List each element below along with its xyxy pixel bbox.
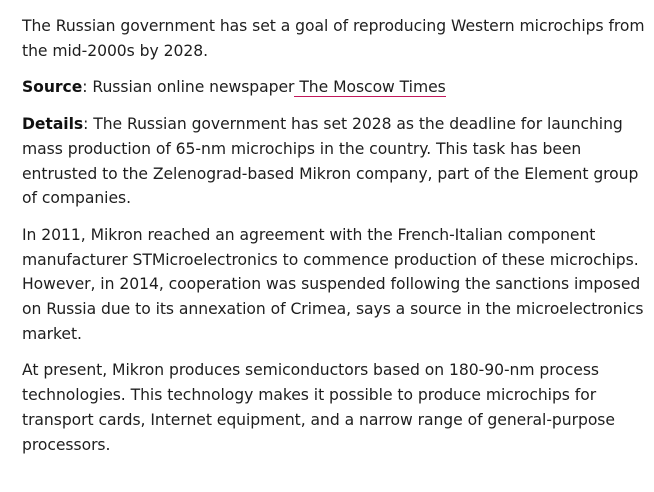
lead-paragraph: The Russian government has set a goal of reproducing Western microchips from the mid-2000s by 2028. — [22, 17, 645, 60]
details-text: : The Russian government has set 2028 as the deadline for launching mass production of 65-nm microchips in the country. This task has been entrusted to the Zelenograd-based Mikron company, part of the Element group of companies. — [22, 115, 639, 208]
body-paragraph: At present, Mikron produces semiconductors based on 180-90-nm process technologies. This technology makes it possible to produce microchips for transport cards, Internet equipment, and a narrow range of general-purpose processors. — [22, 361, 615, 454]
source-paragraph — [22, 75, 650, 100]
details-label: Details — [22, 115, 84, 134]
source-link[interactable]: The Moscow Times — [294, 78, 446, 97]
source-label: Source — [22, 78, 83, 97]
source-text: : Russian online newspaper — [82, 78, 295, 97]
article-body — [22, 14, 650, 469]
body-paragraph: In 2011, Mikron reached an agreement with the French-Italian component manufacturer STMicroelectronics to commence production of these microchips. However, in 2014, cooperation was suspended following the sanctions imposed on Russia due to its annexation of Crimea, says a source in the microelectronics market. — [22, 225, 644, 343]
details-paragraph — [22, 112, 650, 211]
